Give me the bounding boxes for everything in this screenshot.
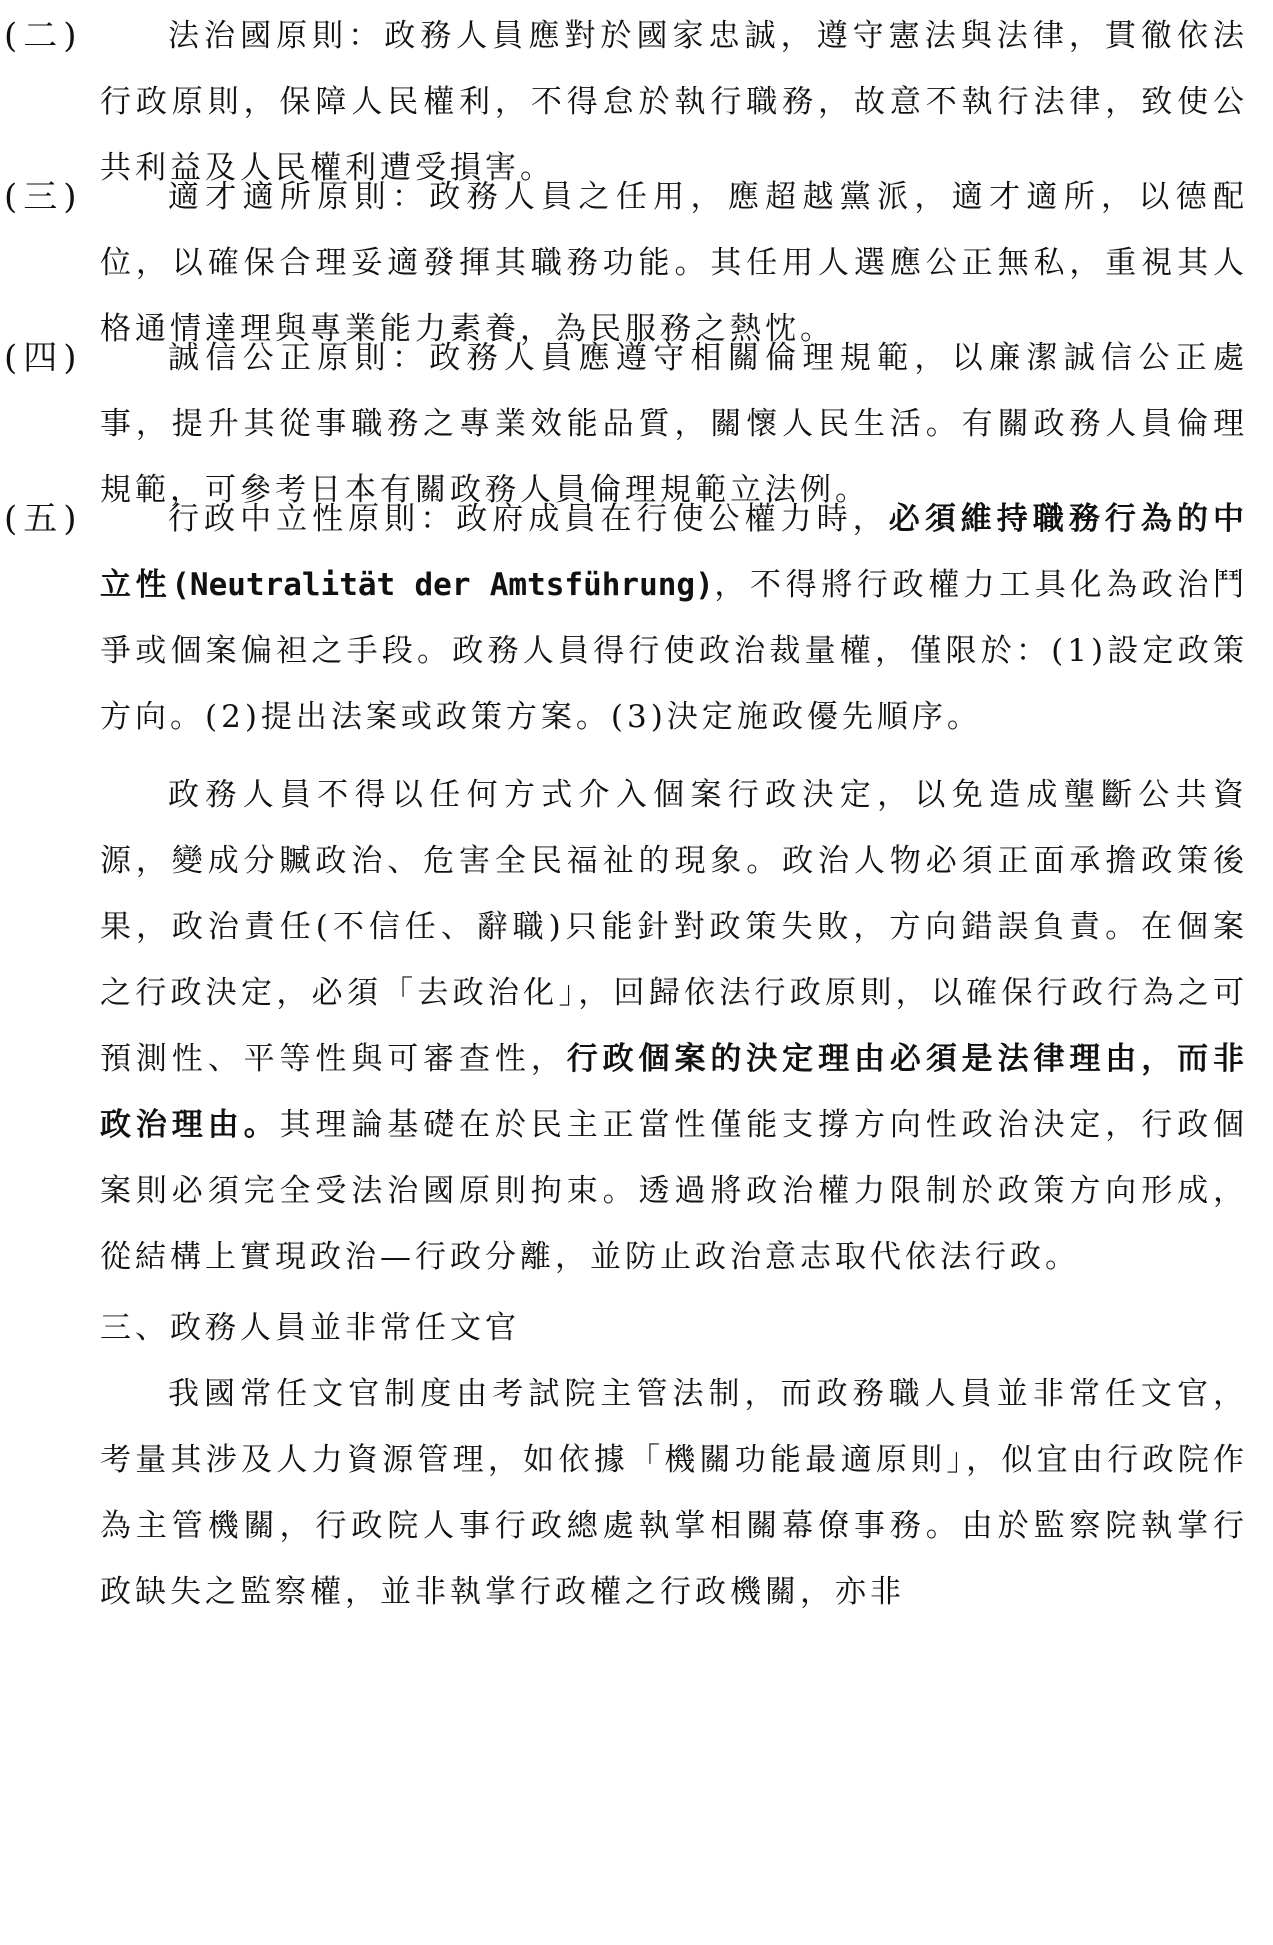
item-text [100, 486, 1248, 750]
item-marker: (四) [4, 338, 83, 378]
item-text-plain: 行政中立性原則：政府成員在行使公權力時， [168, 501, 889, 537]
item-marker: (二) [4, 16, 83, 56]
item-text: 法治國原則：政務人員應對於國家忠誠，遵守憲法與法律，貫徹依法行政原則，保障人民權利，不得怠於執行職務，故意不執行法律，致使公共利益及人民權利遭受損害。 [100, 18, 1248, 186]
paragraph-text-plain: 政務人員不得以任何方式介入個案行政決定，以免造成壟斷公共資源，變成分贓政治、危害全民福祉的現象。政治人物必須正面承擔政策後果，政治責任(不信任、辭職)只能針對政策失敗，方向錯誤負責。在個案之行政決定，必須「去政治化」，回歸依法行政原則，以確保行政行為之可預測性、平等性與可審查性， [100, 777, 1248, 1077]
item-text-german-term: (Neutralität der Amtsführung) [171, 567, 714, 603]
item-text: 誠信公正原則：政務人員應遵守相關倫理規範，以廉潔誠信公正處事，提升其從事職務之專業效能品質，關懷人民生活。有關政務人員倫理規範，可參考日本有關政務人員倫理規範立法例。 [100, 340, 1248, 508]
item-text: 適才適所原則：政務人員之任用，應超越黨派，適才適所，以德配位，以確保合理妥適發揮其職務功能。其任用人選應公正無私，重視其人格通情達理與專業能力素養，為民服務之熱忱。 [100, 179, 1248, 347]
paragraph-text [100, 762, 1248, 1290]
section-paragraph: 我國常任文官制度由考試院主管法制，而政務職人員並非常任文官，考量其涉及人力資源管理，如依據「機關功能最適原則」，似宜由行政院作為主管機關，行政院人事行政總處執掌相關幕僚事務。由於監察院執掌行政缺失之監察權，並非執掌行政權之行政機關，亦非 [100, 1376, 1248, 1610]
item-marker: (三) [4, 177, 83, 217]
section-heading: 三、政務人員並非常任文官 [100, 1310, 520, 1346]
item-text-plain-continued: ，不得將行政權力工具化為政治鬥爭或個案偏袒之手段。政務人員得行使政治裁量權，僅限於：(1)設定政策方向。(2)提出法案或政策方案。(3)決定施政優先順序。 [100, 567, 1249, 735]
item-text-emphasis: 必須維持職務行為的中立性 [100, 501, 1248, 603]
paragraph-text-plain-continued: 其理論基礎在於民主正當性僅能支撐方向性政治決定，行政個案則必須完全受法治國原則拘束。透過將政治權力限制於政策方向形成，從結構上實現政治—行政分離，並防止政治意志取代依法行政。 [100, 1107, 1248, 1275]
item-marker: (五) [4, 499, 83, 539]
paragraph-text-emphasis: 行政個案的決定理由必須是法律理由，而非政治理由。 [100, 1041, 1249, 1143]
